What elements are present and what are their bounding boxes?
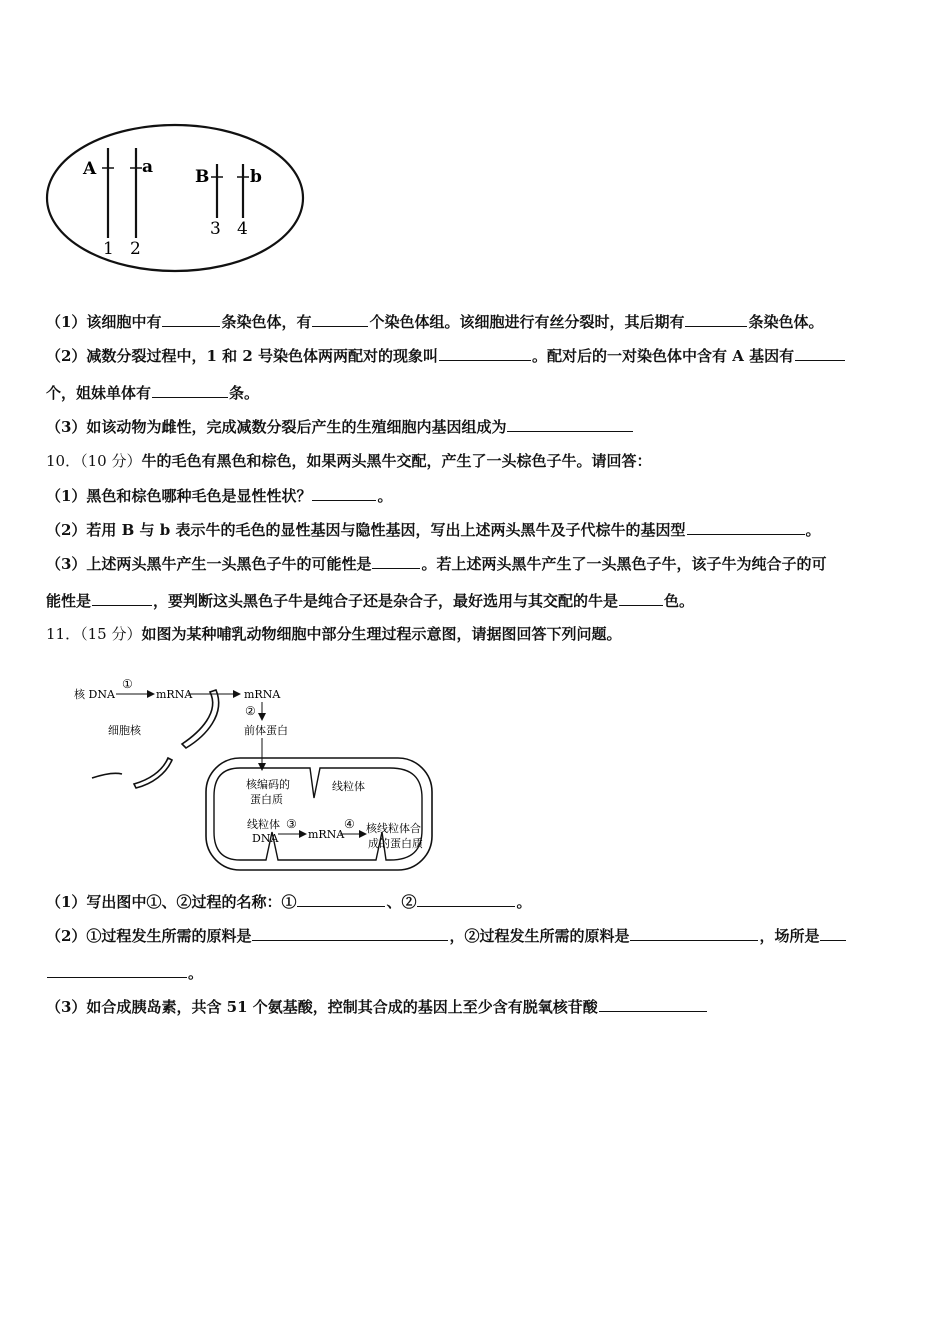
nuclear-envelope-lower: [134, 758, 172, 788]
mito-dna-label-1: 线粒体: [247, 818, 280, 831]
cell-process-figure: [70, 672, 450, 877]
q11-part1: （1）写出图中①、②过程的名称：① 、② 。: [46, 893, 532, 911]
label-A: A: [83, 159, 97, 179]
answer-blank[interactable]: [372, 553, 420, 569]
answer-blank[interactable]: [599, 996, 707, 1012]
nuclear-dna-label: 核 DNA: [74, 688, 115, 701]
step3-label: ③: [286, 817, 297, 831]
q11-title: 11．（15 分）如图为某种哺乳动物细胞中部分生理过程示意图，请据图回答下列问题。: [46, 625, 622, 643]
label-3: 3: [210, 219, 221, 239]
q10-part2: （2）若用 B 与 b 表示牛的毛色的显性基因与隐性基因，写出上述两头黑牛及子代棕牛的基因型 。: [46, 521, 821, 539]
step1-label: ①: [122, 677, 133, 691]
answer-blank[interactable]: [297, 891, 385, 907]
mrna-label-1: mRNA: [156, 688, 193, 701]
q9-part2-cont: 个，姐妹单体有 条。: [46, 384, 260, 402]
q9-part1: （1）该细胞中有 条染色体，有 个染色体组。该细胞进行有丝分裂时，其后期有 条染色体。: [46, 313, 824, 331]
answer-blank[interactable]: [439, 345, 531, 361]
mrna-label-2: mRNA: [244, 688, 281, 701]
nucleus-label: 细胞核: [108, 724, 141, 737]
nuclear-envelope-tail: [92, 773, 122, 778]
q11-part2: （2）①过程发生所需的原料是 ，②过程发生所需的原料是 ，场所是: [46, 925, 847, 946]
answer-blank[interactable]: [162, 311, 220, 327]
q9-part2: （2）减数分裂过程中，1 和 2 号染色体两两配对的现象叫 。配对后的一对染色体中含有 A 基因有: [46, 345, 846, 366]
nuclear-coded-label-2: 蛋白质: [250, 793, 283, 806]
label-4: 4: [237, 219, 248, 239]
q10-part3-cont: 能性是 ，要判断这头黑色子牛是纯合子还是杂合子，最好选用与其交配的牛是 色。: [46, 592, 695, 610]
answer-blank[interactable]: [619, 590, 663, 606]
label-1: 1: [103, 239, 114, 259]
q10-part3: （3）上述两头黑牛产生一头黑色子牛的可能性是 。若上述两头黑牛产生了一头黑色子牛，该子牛为纯合子的可: [46, 555, 827, 573]
answer-blank[interactable]: [687, 519, 805, 535]
answer-blank[interactable]: [47, 962, 187, 978]
answer-blank[interactable]: [152, 382, 228, 398]
mito-protein-label-1: 核线粒体合: [366, 822, 421, 835]
answer-blank[interactable]: [312, 485, 376, 501]
mrna-label-3: mRNA: [308, 828, 345, 841]
answer-blank[interactable]: [92, 590, 152, 606]
answer-blank[interactable]: [252, 925, 448, 941]
mitochondrion-label: 线粒体: [332, 780, 365, 793]
chromosome-cell-figure: [40, 120, 320, 285]
answer-blank[interactable]: [685, 311, 747, 327]
answer-blank[interactable]: [312, 311, 368, 327]
answer-blank[interactable]: [417, 891, 515, 907]
cell-outline: [47, 125, 303, 271]
answer-blank[interactable]: [795, 345, 845, 361]
label-b: b: [250, 167, 262, 187]
step4-label: ④: [344, 817, 355, 831]
answer-blank[interactable]: [820, 925, 846, 941]
answer-blank[interactable]: [507, 416, 633, 432]
precursor-protein-label: 前体蛋白: [244, 724, 288, 737]
label-2: 2: [130, 239, 141, 259]
q10-part1: （1）黑色和棕色哪种毛色是显性性状？ 。: [46, 487, 393, 505]
label-B: B: [195, 167, 210, 187]
q11-part2-cont: 。: [46, 962, 203, 983]
q11-part3: （3）如合成胰岛素，共含 51 个氨基酸，控制其合成的基因上至少含有脱氧核苷酸: [46, 996, 708, 1017]
q9-part3: （3）如该动物为雌性，完成减数分裂后产生的生殖细胞内基因组成为: [46, 416, 634, 437]
answer-blank[interactable]: [630, 925, 758, 941]
step2-label: ②: [245, 704, 256, 718]
label-a: a: [142, 157, 154, 177]
nuclear-coded-label-1: 核编码的: [246, 778, 290, 791]
mito-dna-label-2: DNA: [252, 832, 279, 845]
mito-protein-label-2: 成的蛋白质: [368, 837, 423, 850]
q10-title: 10．（10 分）牛的毛色有黑色和棕色，如果两头黑牛交配，产生了一头棕色子牛。请回答：: [46, 452, 652, 470]
